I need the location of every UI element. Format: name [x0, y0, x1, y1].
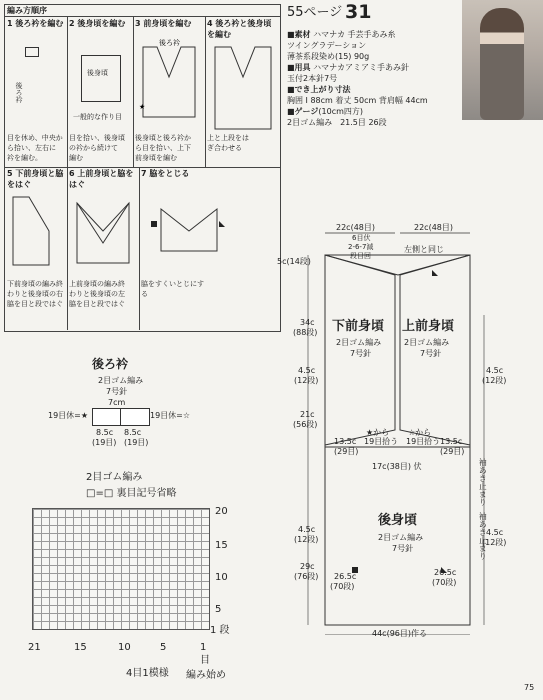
- step-5: [5, 167, 68, 330]
- dim-right-side2: (12段): [482, 376, 507, 385]
- collar-center-dim: 7cm: [108, 398, 126, 407]
- rib-col-10: 10: [118, 642, 131, 653]
- dim-left-side-a: 4.5c: [298, 366, 316, 375]
- step-7-desc: 脇をすくいとじにす る: [141, 280, 204, 298]
- step-2: [67, 17, 134, 168]
- collar-left-dim2: (19目): [92, 438, 117, 447]
- rib-col-21: 21: [28, 642, 41, 653]
- bind-off-label: 17c(38目) 伏: [372, 462, 422, 471]
- rib-repeat-label: 4目1模様: [126, 668, 169, 679]
- page-number: 75: [524, 683, 535, 692]
- spec-line-4: ■用具 ハマナカアミアミ手あみ針: [287, 63, 409, 72]
- collar-divider: [120, 409, 121, 425]
- dim-top-right: 22c(48目): [414, 223, 453, 232]
- step-6-sketch: [71, 193, 135, 271]
- spec-line-5: 玉付2本針7号: [287, 74, 338, 83]
- rib-col-15: 15: [74, 642, 87, 653]
- collar-left-dim: 8.5c: [96, 428, 114, 437]
- front-right-needle: 7号針: [420, 349, 442, 358]
- dim-top-left: 22c(48目): [336, 223, 375, 232]
- front-right-knit: 2目ゴム編み: [404, 338, 450, 347]
- collar-sketch: [25, 47, 39, 57]
- collar-rect: [92, 408, 150, 426]
- dim-left-b-b2: (76段): [294, 572, 319, 581]
- step-2-title: 2 後身頃を編む: [69, 19, 126, 28]
- back-body-knit: 2目ゴム編み: [378, 533, 424, 542]
- step-3: [133, 17, 206, 168]
- step-5-sketch: [9, 191, 63, 271]
- dim-left-top: 5c(14段): [277, 257, 311, 266]
- model-photo: [462, 0, 543, 120]
- back-body-sketch: [81, 55, 121, 102]
- dim-pickup-left: 13.5c: [334, 437, 357, 446]
- step-6: [67, 167, 140, 330]
- spec-line-8: ■ゲージ(10cm四方): [287, 107, 364, 116]
- dim-left-lower: 21c: [300, 410, 315, 419]
- step-3-sketch: [137, 37, 201, 127]
- dim-pickup-left2: (29目): [334, 447, 359, 456]
- step-1-desc: 目を休め、中央か ら拾い、左右に 衿を編む。: [7, 134, 63, 162]
- page-reference: 55ページ: [287, 5, 343, 20]
- rib-row-20: 20: [215, 506, 228, 517]
- step-4-title: 4 後ろ衿と後身頃 を編む: [207, 19, 272, 39]
- front-left-needle: 7号針: [350, 349, 372, 358]
- step-4-sketch: [209, 43, 277, 133]
- step-1-label: 後ろ衿: [15, 82, 24, 103]
- pickup-right: ☆から: [408, 428, 432, 437]
- step-5-title: 5 下前身頃と脇 をはぐ: [7, 169, 64, 189]
- pickup-right2: 19目拾う: [406, 437, 441, 446]
- step-2-method-label: 一般的な作り目: [73, 113, 122, 121]
- model-figure: [480, 8, 524, 120]
- step-3-title: 3 前身頃を編む: [135, 19, 192, 28]
- rib-chart-title: 2目ゴム編み: [86, 472, 143, 483]
- step-7-sketch: [149, 191, 229, 261]
- rib-col-5: 5: [160, 642, 167, 653]
- dim-bottom: 44c(96目)作る: [372, 629, 427, 638]
- step-3-desc: 後身頃と後ろ衿か ら目を拾い、上下 前身頃を編む: [135, 134, 191, 162]
- step-6-desc: 上前身頃の編み終 わりと後身頃の左 脇を目と段ではぐ: [69, 280, 125, 308]
- rib-row-5: 5: [215, 604, 222, 615]
- rib-col-1: 1: [200, 642, 207, 653]
- step-1-sketch: [15, 37, 55, 132]
- rib-row-15: 15: [215, 540, 228, 551]
- dim-right-side: 4.5c: [486, 366, 504, 375]
- same-as-left: 左側と同じ: [404, 245, 444, 254]
- step-3-collar-label: 後ろ衿: [159, 39, 180, 47]
- spec-line-3: 薄茶系段染め(15) 90g: [287, 52, 370, 61]
- collar-right-dim2: (19目): [124, 438, 149, 447]
- collar-needle: 7号針: [106, 387, 128, 396]
- collar-right-label: 19目休=☆: [150, 411, 191, 420]
- spec-line-7: 胸囲 I 88cm 着丈 50cm 背肩幅 44cm: [287, 96, 428, 105]
- sleeve-opening-upper: 袖あき止まり: [478, 458, 488, 506]
- rib-start-label: 編み始め: [186, 670, 226, 681]
- rib-row-1: 1 段: [210, 625, 230, 636]
- dim-left-b-b: 29c: [300, 562, 315, 571]
- procedure-section: [4, 4, 281, 332]
- dim-left-side-a2: (12段): [294, 376, 319, 385]
- spec-line-2: ツイングラデーション: [287, 41, 367, 50]
- procedure-title: 編み方順序: [7, 6, 47, 15]
- dim-left-mid2: (88段): [293, 328, 318, 337]
- step-1: [5, 17, 68, 168]
- dim-bottom-left2: (70段): [330, 582, 355, 591]
- dim-pickup-right: 13.5c: [440, 437, 463, 446]
- step-3-star: ★: [139, 103, 146, 111]
- rib-chart-legend: □=□ 裏目記号省略: [86, 488, 177, 499]
- dim-bottom-right: 26.5c: [434, 568, 457, 577]
- center-note-1: 6目伏: [352, 234, 371, 242]
- collar-knit: 2目ゴム編み: [98, 376, 144, 385]
- front-right-title: 上前身頃: [402, 319, 455, 334]
- dim-pickup-right2: (29目): [440, 447, 465, 456]
- rib-chart-grid: [32, 508, 210, 630]
- back-body-title: 後身頃: [378, 513, 418, 528]
- step-1-title: 1 後ろ衿を編む: [7, 19, 64, 28]
- sleeve-opening-lower: 袖あき止まり: [478, 512, 488, 560]
- front-left-title: 下前身頃: [332, 319, 385, 334]
- step-2-desc: 目を拾い、後身頃 の衿から続けて 編む: [69, 134, 125, 162]
- pickup-left2: 19目拾う: [364, 437, 399, 446]
- spec-line-9: 2目ゴム編み 21.5目 26段: [287, 118, 387, 127]
- dim-right-mid: 4.5c: [486, 528, 504, 537]
- dim-right-mid2: (12段): [482, 538, 507, 547]
- collar-right-dim: 8.5c: [124, 428, 142, 437]
- pattern-number: 31: [345, 1, 372, 23]
- pickup-left: ★から: [366, 428, 390, 437]
- dim-left-lower2: (56段): [293, 420, 318, 429]
- dim-bottom-right2: (70段): [432, 578, 457, 587]
- dim-left-b-a2: (12段): [294, 535, 319, 544]
- center-note-2: 2-6-7減: [348, 243, 374, 251]
- back-body-needle: 7号針: [392, 544, 414, 553]
- step-7: [139, 167, 280, 330]
- collar-title: 後ろ衿: [92, 357, 129, 371]
- center-note-3: 段目回: [350, 252, 371, 260]
- spec-line-1: ■素材 ハマナカ 手芸手あみ糸: [287, 30, 396, 39]
- dim-bottom-left: 26.5c: [334, 572, 357, 581]
- dim-left-b-a: 4.5c: [298, 525, 316, 534]
- step-2-body-label: 後身頃: [87, 69, 108, 77]
- front-left-knit: 2目ゴム編み: [336, 338, 382, 347]
- step-7-title: 7 脇をとじる: [141, 169, 190, 178]
- rib-row-10: 10: [215, 572, 228, 583]
- collar-left-label: 19目休=★: [48, 411, 89, 420]
- spec-line-6: ■でき上がり寸法: [287, 85, 351, 94]
- step-4: [205, 17, 280, 168]
- step-5-desc: 下前身頃の編み終 わりと後身頃の右 脇を目と段ではぐ: [7, 280, 63, 308]
- step-4-desc: 上と上段をは ぎ合わせる: [207, 134, 249, 152]
- rib-start-mark: 目: [200, 655, 210, 666]
- dim-left-mid: 34c: [300, 318, 315, 327]
- step-6-title: 6 上前身頃と脇を はぐ: [69, 169, 134, 189]
